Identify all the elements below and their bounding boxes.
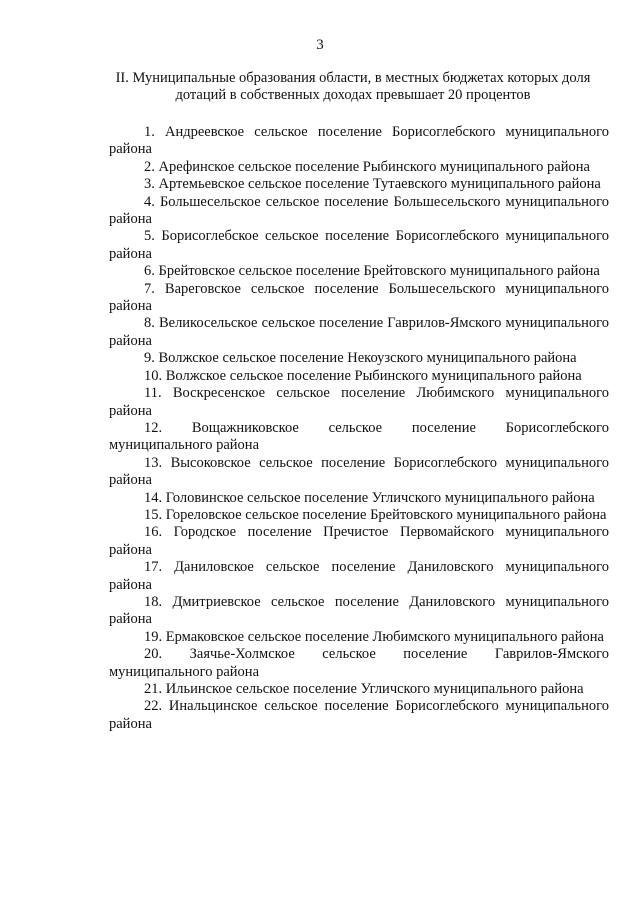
list-item: 6. Брейтовское сельское поселение Брейтовского муниципального района <box>144 263 600 280</box>
list-item: 16. Городское поселение Пречистое Первомайского муниципального района <box>109 524 609 558</box>
list-item: 11. Воскресенское сельское поселение Любимского муниципального района <box>109 385 609 419</box>
page-number: 3 <box>316 37 324 53</box>
list-item: 3. Артемьевское сельское поселение Тутаевского муниципального района <box>144 176 601 193</box>
list-item: 7. Вареговское сельское поселение Большесельского муниципального района <box>109 280 609 315</box>
list-item: 9. Волжское сельское поселение Некоузского муниципального района <box>144 350 577 367</box>
list-item: 18. Дмитриевское сельское поселение Даниловского муниципального района <box>109 593 609 628</box>
municipality-list <box>109 124 609 733</box>
list-item: 21. Ильинское сельское поселение Угличского муниципального района <box>144 681 584 697</box>
list-item: 14. Головинское сельское поселение Угличского муниципального района <box>144 489 595 506</box>
list-item: 13. Высоковское сельское поселение Борисоглебского муниципального района <box>109 454 609 489</box>
section-heading: II. Муниципальные образования области, в местных бюджетах которых доля дотаций в собственных доходах превышает 20 процентов <box>115 70 591 103</box>
list-item: 19. Ермаковское сельское поселение Любимского муниципального района <box>144 628 604 645</box>
list-item: 22. Инальцинское сельское поселение Борисоглебского муниципального района <box>109 698 609 732</box>
list-item: 1. Андреевское сельское поселение Борисоглебского муниципального района <box>109 124 609 158</box>
list-item: 12. Вощажниковское сельское поселение Борисоглебского муниципального района <box>109 419 609 454</box>
list-item: 4. Большесельское сельское поселение Большесельского муниципального района <box>109 193 609 228</box>
list-item: 15. Гореловское сельское поселение Брейтовского муниципального района <box>144 506 607 523</box>
list-item: 8. Великосельское сельское поселение Гаврилов-Ямского муниципального района <box>109 315 609 349</box>
list-item: 5. Борисоглебское сельское поселение Борисоглебского муниципального района <box>109 228 609 262</box>
list-item: 2. Арефинское сельское поселение Рыбинского муниципального района <box>144 158 590 175</box>
list-item: 20. Заячье-Холмское сельское поселение Гаврилов-Ямского муниципального района <box>109 646 609 680</box>
list-item: 10. Волжское сельское поселение Рыбинского муниципального района <box>144 367 582 384</box>
list-item: 17. Даниловское сельское поселение Даниловского муниципального района <box>109 559 609 593</box>
